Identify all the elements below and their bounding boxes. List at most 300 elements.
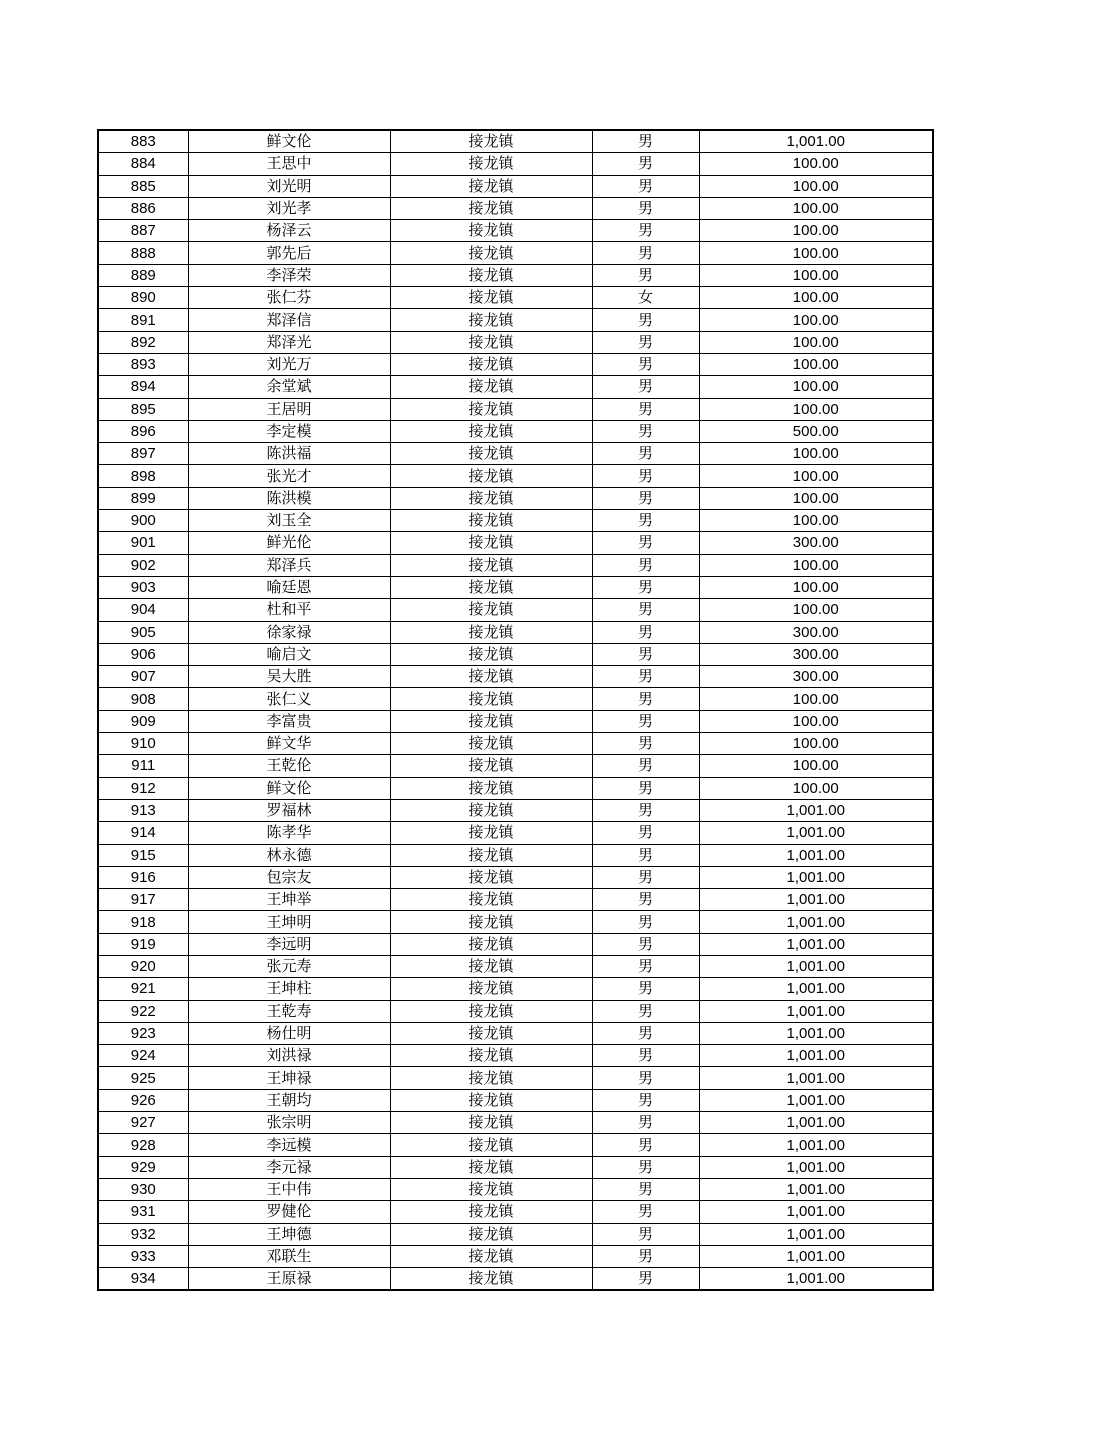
name-cell: 郑泽光: [188, 331, 390, 353]
gender-cell: 男: [592, 465, 699, 487]
row-number-cell: 910: [98, 733, 188, 755]
table-row: [98, 1156, 933, 1178]
name-cell: 王朝均: [188, 1089, 390, 1111]
gender-cell: 男: [592, 532, 699, 554]
gender-cell: 男: [592, 688, 699, 710]
row-number-cell: 891: [98, 309, 188, 331]
town-cell: 接龙镇: [390, 1112, 592, 1134]
town-cell: 接龙镇: [390, 688, 592, 710]
gender-cell: 男: [592, 866, 699, 888]
amount-cell: 1,001.00: [699, 130, 933, 153]
town-cell: 接龙镇: [390, 666, 592, 688]
town-cell: 接龙镇: [390, 264, 592, 286]
name-cell: 郑泽兵: [188, 554, 390, 576]
gender-cell: 男: [592, 130, 699, 153]
gender-cell: 男: [592, 1134, 699, 1156]
gender-cell: 男: [592, 554, 699, 576]
amount-cell: 1,001.00: [699, 955, 933, 977]
name-cell: 余堂斌: [188, 376, 390, 398]
row-number-cell: 902: [98, 554, 188, 576]
town-cell: 接龙镇: [390, 1045, 592, 1067]
table-row: [98, 309, 933, 331]
row-number-cell: 886: [98, 197, 188, 219]
town-cell: 接龙镇: [390, 1245, 592, 1267]
table-row: [98, 1268, 933, 1291]
row-number-cell: 894: [98, 376, 188, 398]
row-number-cell: 923: [98, 1022, 188, 1044]
amount-cell: 1,001.00: [699, 1245, 933, 1267]
name-cell: 王坤柱: [188, 978, 390, 1000]
row-number-cell: 887: [98, 220, 188, 242]
amount-cell: 1,001.00: [699, 1089, 933, 1111]
table-row: [98, 353, 933, 375]
amount-cell: 100.00: [699, 599, 933, 621]
amount-cell: 100.00: [699, 309, 933, 331]
amount-cell: 1,001.00: [699, 911, 933, 933]
amount-cell: 100.00: [699, 197, 933, 219]
amount-cell: 100.00: [699, 287, 933, 309]
row-number-cell: 911: [98, 755, 188, 777]
name-cell: 刘玉全: [188, 510, 390, 532]
name-cell: 罗健伦: [188, 1201, 390, 1223]
town-cell: 接龙镇: [390, 242, 592, 264]
town-cell: 接龙镇: [390, 1022, 592, 1044]
amount-cell: 500.00: [699, 420, 933, 442]
gender-cell: 男: [592, 1000, 699, 1022]
table-row: [98, 487, 933, 509]
table-row: [98, 666, 933, 688]
amount-cell: 100.00: [699, 175, 933, 197]
amount-cell: 1,001.00: [699, 889, 933, 911]
row-number-cell: 926: [98, 1089, 188, 1111]
row-number-cell: 912: [98, 777, 188, 799]
amount-cell: 1,001.00: [699, 1022, 933, 1044]
name-cell: 鲜文伦: [188, 130, 390, 153]
table-row: [98, 287, 933, 309]
table-row: [98, 1134, 933, 1156]
town-cell: 接龙镇: [390, 822, 592, 844]
name-cell: 陈洪模: [188, 487, 390, 509]
amount-cell: 100.00: [699, 576, 933, 598]
name-cell: 李元禄: [188, 1156, 390, 1178]
gender-cell: 男: [592, 420, 699, 442]
name-cell: 郭先后: [188, 242, 390, 264]
table-row: [98, 822, 933, 844]
table-row: [98, 1245, 933, 1267]
town-cell: 接龙镇: [390, 510, 592, 532]
amount-cell: 100.00: [699, 710, 933, 732]
table-row: [98, 599, 933, 621]
name-cell: 鲜文伦: [188, 777, 390, 799]
amount-cell: 1,001.00: [699, 933, 933, 955]
gender-cell: 男: [592, 1045, 699, 1067]
table-row: [98, 688, 933, 710]
gender-cell: 男: [592, 443, 699, 465]
gender-cell: 男: [592, 197, 699, 219]
row-number-cell: 890: [98, 287, 188, 309]
name-cell: 王坤禄: [188, 1067, 390, 1089]
name-cell: 王思中: [188, 153, 390, 175]
row-number-cell: 917: [98, 889, 188, 911]
amount-cell: 1,001.00: [699, 822, 933, 844]
table-row: [98, 576, 933, 598]
town-cell: 接龙镇: [390, 1201, 592, 1223]
amount-cell: 1,001.00: [699, 1268, 933, 1291]
row-number-cell: 922: [98, 1000, 188, 1022]
table-row: [98, 844, 933, 866]
table-row: [98, 733, 933, 755]
row-number-cell: 900: [98, 510, 188, 532]
row-number-cell: 921: [98, 978, 188, 1000]
town-cell: 接龙镇: [390, 1223, 592, 1245]
name-cell: 李远模: [188, 1134, 390, 1156]
table-row: [98, 197, 933, 219]
amount-cell: 100.00: [699, 688, 933, 710]
amount-cell: 100.00: [699, 510, 933, 532]
name-cell: 鲜光伦: [188, 532, 390, 554]
name-cell: 张仁芬: [188, 287, 390, 309]
town-cell: 接龙镇: [390, 465, 592, 487]
amount-cell: 1,001.00: [699, 866, 933, 888]
table-row: [98, 755, 933, 777]
gender-cell: 男: [592, 1245, 699, 1267]
gender-cell: 男: [592, 733, 699, 755]
name-cell: 王坤明: [188, 911, 390, 933]
town-cell: 接龙镇: [390, 532, 592, 554]
town-cell: 接龙镇: [390, 1268, 592, 1291]
town-cell: 接龙镇: [390, 153, 592, 175]
name-cell: 王坤举: [188, 889, 390, 911]
amount-cell: 1,001.00: [699, 1178, 933, 1200]
name-cell: 鲜文华: [188, 733, 390, 755]
table-row: [98, 220, 933, 242]
gender-cell: 男: [592, 799, 699, 821]
name-cell: 张元寿: [188, 955, 390, 977]
gender-cell: 男: [592, 510, 699, 532]
gender-cell: 男: [592, 175, 699, 197]
town-cell: 接龙镇: [390, 576, 592, 598]
row-number-cell: 888: [98, 242, 188, 264]
name-cell: 徐家禄: [188, 621, 390, 643]
row-number-cell: 896: [98, 420, 188, 442]
gender-cell: 男: [592, 621, 699, 643]
amount-cell: 300.00: [699, 643, 933, 665]
town-cell: 接龙镇: [390, 1178, 592, 1200]
row-number-cell: 897: [98, 443, 188, 465]
gender-cell: 男: [592, 755, 699, 777]
row-number-cell: 919: [98, 933, 188, 955]
row-number-cell: 918: [98, 911, 188, 933]
name-cell: 李泽荣: [188, 264, 390, 286]
amount-cell: 1,001.00: [699, 1000, 933, 1022]
amount-cell: 100.00: [699, 376, 933, 398]
row-number-cell: 895: [98, 398, 188, 420]
amount-cell: 100.00: [699, 398, 933, 420]
name-cell: 包宗友: [188, 866, 390, 888]
name-cell: 林永德: [188, 844, 390, 866]
amount-cell: 1,001.00: [699, 1134, 933, 1156]
row-number-cell: 934: [98, 1268, 188, 1291]
gender-cell: 男: [592, 309, 699, 331]
row-number-cell: 909: [98, 710, 188, 732]
gender-cell: 男: [592, 777, 699, 799]
row-number-cell: 933: [98, 1245, 188, 1267]
amount-cell: 1,001.00: [699, 1112, 933, 1134]
town-cell: 接龙镇: [390, 799, 592, 821]
table-row: [98, 153, 933, 175]
town-cell: 接龙镇: [390, 844, 592, 866]
town-cell: 接龙镇: [390, 376, 592, 398]
name-cell: 王居明: [188, 398, 390, 420]
town-cell: 接龙镇: [390, 710, 592, 732]
table-row: [98, 1089, 933, 1111]
amount-cell: 1,001.00: [699, 1156, 933, 1178]
row-number-cell: 916: [98, 866, 188, 888]
name-cell: 李富贵: [188, 710, 390, 732]
name-cell: 刘洪禄: [188, 1045, 390, 1067]
gender-cell: 男: [592, 643, 699, 665]
row-number-cell: 898: [98, 465, 188, 487]
town-cell: 接龙镇: [390, 777, 592, 799]
name-cell: 王乾寿: [188, 1000, 390, 1022]
table-row: [98, 621, 933, 643]
gender-cell: 男: [592, 242, 699, 264]
gender-cell: 男: [592, 1178, 699, 1200]
town-cell: 接龙镇: [390, 398, 592, 420]
gender-cell: 男: [592, 376, 699, 398]
amount-cell: 1,001.00: [699, 1045, 933, 1067]
row-number-cell: 899: [98, 487, 188, 509]
row-number-cell: 924: [98, 1045, 188, 1067]
gender-cell: 男: [592, 1022, 699, 1044]
amount-cell: 100.00: [699, 755, 933, 777]
row-number-cell: 930: [98, 1178, 188, 1200]
gender-cell: 男: [592, 1089, 699, 1111]
gender-cell: 女: [592, 287, 699, 309]
table-row: [98, 1178, 933, 1200]
row-number-cell: 920: [98, 955, 188, 977]
name-cell: 李远明: [188, 933, 390, 955]
gender-cell: 男: [592, 576, 699, 598]
row-number-cell: 892: [98, 331, 188, 353]
name-cell: 杨仕明: [188, 1022, 390, 1044]
gender-cell: 男: [592, 911, 699, 933]
gender-cell: 男: [592, 955, 699, 977]
gender-cell: 男: [592, 1223, 699, 1245]
town-cell: 接龙镇: [390, 1067, 592, 1089]
name-cell: 刘光孝: [188, 197, 390, 219]
table-row: [98, 799, 933, 821]
row-number-cell: 903: [98, 576, 188, 598]
table-row: [98, 532, 933, 554]
town-cell: 接龙镇: [390, 643, 592, 665]
town-cell: 接龙镇: [390, 621, 592, 643]
amount-cell: 100.00: [699, 331, 933, 353]
town-cell: 接龙镇: [390, 866, 592, 888]
row-number-cell: 914: [98, 822, 188, 844]
row-number-cell: 906: [98, 643, 188, 665]
town-cell: 接龙镇: [390, 889, 592, 911]
row-number-cell: 904: [98, 599, 188, 621]
amount-cell: 300.00: [699, 532, 933, 554]
table-row: [98, 376, 933, 398]
name-cell: 吴大胜: [188, 666, 390, 688]
row-number-cell: 905: [98, 621, 188, 643]
gender-cell: 男: [592, 398, 699, 420]
spreadsheet-page: [97, 129, 932, 1291]
town-cell: 接龙镇: [390, 220, 592, 242]
table-row: [98, 398, 933, 420]
amount-cell: 300.00: [699, 621, 933, 643]
row-number-cell: 928: [98, 1134, 188, 1156]
gender-cell: 男: [592, 487, 699, 509]
town-cell: 接龙镇: [390, 443, 592, 465]
gender-cell: 男: [592, 1268, 699, 1291]
row-number-cell: 901: [98, 532, 188, 554]
town-cell: 接龙镇: [390, 331, 592, 353]
table-row: [98, 130, 933, 153]
gender-cell: 男: [592, 331, 699, 353]
row-number-cell: 929: [98, 1156, 188, 1178]
gender-cell: 男: [592, 1201, 699, 1223]
name-cell: 刘光万: [188, 353, 390, 375]
table-row: [98, 1000, 933, 1022]
row-number-cell: 885: [98, 175, 188, 197]
table-row: [98, 1223, 933, 1245]
town-cell: 接龙镇: [390, 353, 592, 375]
amount-cell: 1,001.00: [699, 799, 933, 821]
name-cell: 刘光明: [188, 175, 390, 197]
table-row: [98, 643, 933, 665]
amount-cell: 1,001.00: [699, 1201, 933, 1223]
row-number-cell: 932: [98, 1223, 188, 1245]
town-cell: 接龙镇: [390, 978, 592, 1000]
table-row: [98, 1112, 933, 1134]
town-cell: 接龙镇: [390, 197, 592, 219]
row-number-cell: 931: [98, 1201, 188, 1223]
gender-cell: 男: [592, 153, 699, 175]
table-row: [98, 911, 933, 933]
amount-cell: 100.00: [699, 554, 933, 576]
gender-cell: 男: [592, 889, 699, 911]
name-cell: 杜和平: [188, 599, 390, 621]
table-row: [98, 777, 933, 799]
table-row: [98, 1067, 933, 1089]
town-cell: 接龙镇: [390, 1156, 592, 1178]
amount-cell: 1,001.00: [699, 1223, 933, 1245]
town-cell: 接龙镇: [390, 911, 592, 933]
table-row: [98, 1022, 933, 1044]
table-row: [98, 465, 933, 487]
gender-cell: 男: [592, 1156, 699, 1178]
table-row: [98, 331, 933, 353]
gender-cell: 男: [592, 1112, 699, 1134]
town-cell: 接龙镇: [390, 554, 592, 576]
name-cell: 喻启文: [188, 643, 390, 665]
name-cell: 罗福林: [188, 799, 390, 821]
gender-cell: 男: [592, 844, 699, 866]
town-cell: 接龙镇: [390, 309, 592, 331]
name-cell: 张仁义: [188, 688, 390, 710]
table-row: [98, 955, 933, 977]
name-cell: 张宗明: [188, 1112, 390, 1134]
gender-cell: 男: [592, 599, 699, 621]
gender-cell: 男: [592, 978, 699, 1000]
gender-cell: 男: [592, 220, 699, 242]
amount-cell: 300.00: [699, 666, 933, 688]
amount-cell: 100.00: [699, 264, 933, 286]
gender-cell: 男: [592, 822, 699, 844]
town-cell: 接龙镇: [390, 1134, 592, 1156]
town-cell: 接龙镇: [390, 287, 592, 309]
town-cell: 接龙镇: [390, 955, 592, 977]
town-cell: 接龙镇: [390, 487, 592, 509]
name-cell: 喻廷恩: [188, 576, 390, 598]
name-cell: 陈洪福: [188, 443, 390, 465]
gender-cell: 男: [592, 353, 699, 375]
table-row: [98, 443, 933, 465]
name-cell: 邓联生: [188, 1245, 390, 1267]
row-number-cell: 889: [98, 264, 188, 286]
name-cell: 王原禄: [188, 1268, 390, 1291]
amount-cell: 100.00: [699, 220, 933, 242]
row-number-cell: 927: [98, 1112, 188, 1134]
row-number-cell: 913: [98, 799, 188, 821]
row-number-cell: 884: [98, 153, 188, 175]
gender-cell: 男: [592, 264, 699, 286]
table-row: [98, 242, 933, 264]
amount-cell: 100.00: [699, 487, 933, 509]
gender-cell: 男: [592, 666, 699, 688]
table-row: [98, 889, 933, 911]
row-number-cell: 883: [98, 130, 188, 153]
table-row: [98, 866, 933, 888]
table-row: [98, 710, 933, 732]
table-row: [98, 175, 933, 197]
row-number-cell: 915: [98, 844, 188, 866]
table-row: [98, 1201, 933, 1223]
row-number-cell: 893: [98, 353, 188, 375]
town-cell: 接龙镇: [390, 599, 592, 621]
amount-cell: 100.00: [699, 465, 933, 487]
table-body: [98, 130, 933, 1290]
name-cell: 陈孝华: [188, 822, 390, 844]
name-cell: 张光才: [188, 465, 390, 487]
table-row: [98, 554, 933, 576]
gender-cell: 男: [592, 710, 699, 732]
amount-cell: 1,001.00: [699, 844, 933, 866]
name-cell: 王坤德: [188, 1223, 390, 1245]
row-number-cell: 907: [98, 666, 188, 688]
amount-cell: 100.00: [699, 353, 933, 375]
row-number-cell: 908: [98, 688, 188, 710]
table-row: [98, 1045, 933, 1067]
town-cell: 接龙镇: [390, 130, 592, 153]
town-cell: 接龙镇: [390, 933, 592, 955]
table-row: [98, 933, 933, 955]
gender-cell: 男: [592, 933, 699, 955]
amount-cell: 100.00: [699, 733, 933, 755]
name-cell: 王乾伦: [188, 755, 390, 777]
amount-cell: 100.00: [699, 443, 933, 465]
row-number-cell: 925: [98, 1067, 188, 1089]
table-row: [98, 264, 933, 286]
name-cell: 王中伟: [188, 1178, 390, 1200]
amount-cell: 100.00: [699, 777, 933, 799]
town-cell: 接龙镇: [390, 733, 592, 755]
table-row: [98, 420, 933, 442]
amount-cell: 100.00: [699, 242, 933, 264]
